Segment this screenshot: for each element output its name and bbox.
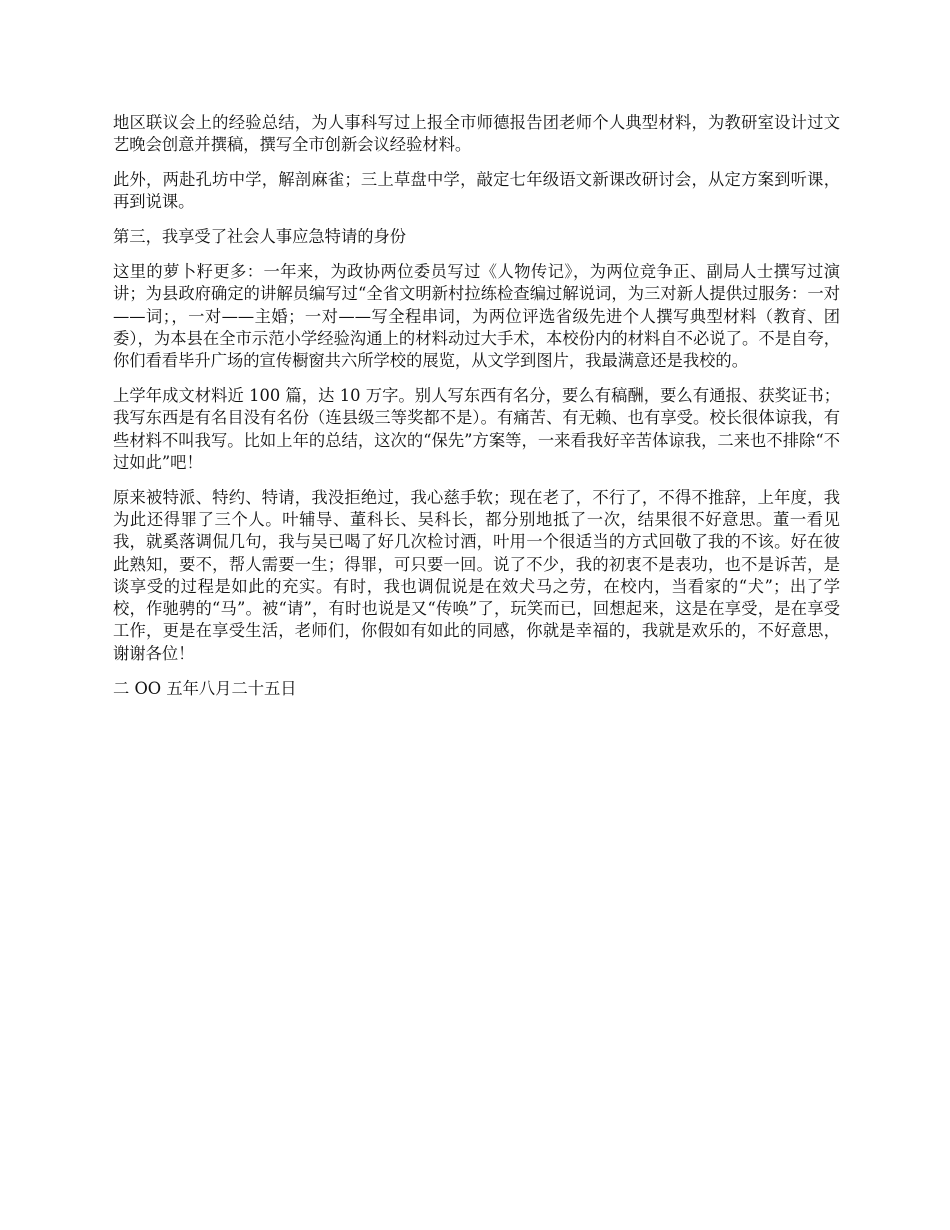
document-page [113,112,840,712]
paragraph-annual-output: 上学年成文材料近 100 篇，达 10 万字。别人写东西有名分，要么有稿酬，要么有通报、获奖证书；我写东西是有名目没有名份（连县级三等奖都不是）。有痛苦、有无赖、也有享受。校长很体谅我，有些材料不叫我写。比如上年的总结，这次的“保先”方案等，一来看我好辛苦体谅我，二来也不排除“不过如此”吧！ [113,385,840,472]
paragraph-section-heading-third: 第三，我享受了社会人事应急特请的身份 [113,227,407,247]
paragraph-school-visits: 此外，两赴孔坊中学，解剖麻雀；三上草盘中学，敲定七年级语文新课改研讨会，从定方案到听课，再到说课。 [113,170,840,212]
document-date: 二 OO 五年八月二十五日 [113,678,297,698]
paragraph-reflection: 原来被特派、特约、特请，我没拒绝过，我心慈手软；现在老了，不行了，不得不推辞，上年度，我为此还得罪了三个人。叶辅导、董科长、吴科长，都分别地抵了一次，结果很不好意思。董一看见我，就奚落调侃几句，我与吴已喝了好几次检讨酒，叶用一个很适当的方式回敬了我的不该。好在彼此熟知，要不，帮人需要一生；得罪，可只要一回。说了不少，我的初衷不是表功，也不是诉苦，是谈享受的过程是如此的充实。有时，我也调侃说是在效犬马之劳，在校内，当看家的“犬”；出了学校，作驰骋的“马”。被“请”，有时也说是又“传唤”了，玩笑而已，回想起来，这是在享受，是在享受工作，更是在享受生活，老师们，你假如有如此的同感，你就是幸福的，我就是欢乐的，不好意思，谢谢各位！ [113,487,840,663]
paragraph-writing-services: 这里的萝卜籽更多：一年来，为政协两位委员写过《人物传记》，为两位竞争正、副局人士撰写过演讲；为县政府确定的讲解员编写过“全省文明新村拉练检查编过解说词，为三对新人提供过服务：一对——词；，一对——主婚；一对——写全程串词，为两位评选省级先进个人撰写典型材料（教育、团委），为本县在全市示范小学经验沟通上的材料动过大手术，本校份内的材料自不必说了。不是自夸，你们看看毕升广场的宣传橱窗共六所学校的展览，从文学到图片，我最满意还是我校的。 [113,261,840,371]
paragraph-experience-summary: 地区联议会上的经验总结，为人事科写过上报全市师德报告团老师个人典型材料，为教研室设计过文艺晚会创意并撰稿，撰写全市创新会议经验材料。 [113,113,840,155]
